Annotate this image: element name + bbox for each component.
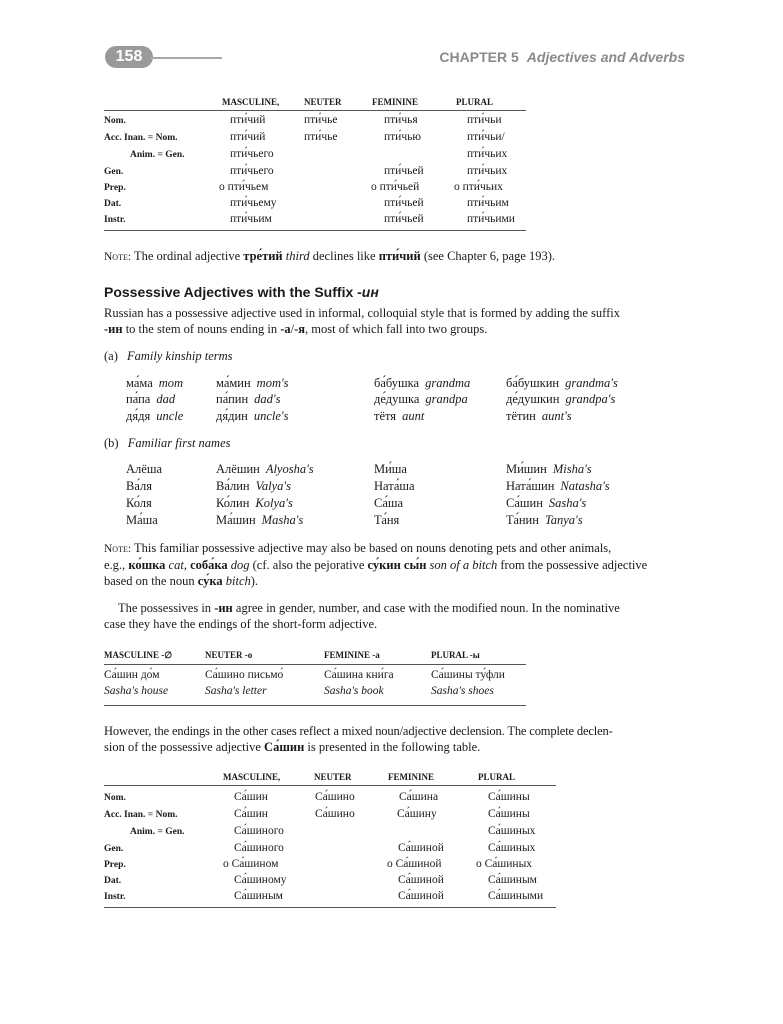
row-label: Anim. = Gen. [130, 827, 185, 837]
note-label: Note: [104, 251, 132, 263]
table-cell: Са́шиным [234, 890, 283, 902]
table-header: PLURAL -ы [431, 650, 480, 660]
table-cell: пти́чий [230, 131, 266, 143]
table-rule [104, 230, 526, 231]
list-item: де́душкин grandpa's [506, 392, 616, 406]
note-word: пти́чий [378, 249, 421, 263]
table-cell: Sasha's letter [205, 685, 267, 697]
paragraph-line: case they have the endings of the short-form adjective. [104, 617, 378, 631]
table-header: PLURAL [456, 97, 494, 107]
table-cell: пти́чьи/ [467, 131, 505, 143]
row-label: Dat. [104, 876, 122, 886]
table-cell: Са́шин [234, 808, 268, 820]
row-label: Acc. Inan. = Nom. [104, 133, 178, 143]
intro-text: , most of which fall into two groups. [305, 322, 488, 336]
list-item: Ва́ля [126, 479, 152, 493]
table-cell: пти́чьего [230, 165, 274, 177]
list-item: ба́бушка grandma [374, 376, 471, 390]
section-title-suffix: -ин [357, 284, 379, 300]
table-cell: пти́чьи [467, 114, 502, 126]
table-cell: о пти́чьей [371, 181, 420, 193]
short-form-table [104, 650, 526, 706]
section-title-text: Possessive Adjectives with the Suffix [104, 284, 354, 300]
group-a-heading [104, 348, 233, 364]
table-header: FEMININE [388, 772, 435, 782]
intro-paragraph [104, 305, 689, 337]
group-title: Familiar first names [127, 436, 231, 450]
note-line: e.g., ко́шка cat, соба́ка dog (cf. also the pejorative су́кин сы́н son of a bitch from the possessive adjective [104, 558, 648, 572]
row-label: Anim. = Gen. [130, 150, 185, 160]
table-cell: Са́шиного [234, 825, 284, 837]
chapter-label: CHAPTER 5 [439, 49, 519, 65]
list-item: Ми́ша [374, 462, 407, 476]
list-item: Алёша [126, 462, 162, 476]
table-cell: Са́шино [315, 791, 355, 803]
list-item: Ми́шин Misha's [506, 462, 592, 476]
page-number-badge: 158 [105, 46, 153, 68]
table-cell: Са́шин [234, 791, 268, 803]
list-item: Ко́ля [126, 496, 152, 510]
list-item: тётя aunt [374, 409, 425, 423]
chapter-title: Adjectives and Adverbs [526, 49, 685, 65]
suffix-term: -ин [104, 322, 123, 336]
table-cell: Sasha's shoes [431, 685, 494, 697]
intro-text: to the stem of nouns ending in [125, 322, 278, 336]
table-rule [104, 664, 526, 665]
table-header: FEMININE [372, 97, 419, 107]
table-header: NEUTER [314, 772, 352, 782]
list-item: Та́ня [374, 513, 400, 527]
list-item: ба́бушкин grandma's [506, 376, 618, 390]
row-label: Nom. [104, 793, 126, 803]
note-line: based on the noun су́ка bitch). [104, 574, 259, 588]
table-header: NEUTER [304, 97, 342, 107]
table-rule [104, 907, 556, 908]
table-cell: о Са́шиной [387, 858, 442, 870]
table-cell: Са́шин до́м [104, 669, 160, 681]
row-label: Instr. [104, 215, 126, 225]
list-item: Алёшин Alyosha's [216, 462, 314, 476]
table-cell: пти́чьего [230, 148, 274, 160]
note-pets [104, 540, 694, 589]
table-cell: Са́шиной [398, 842, 444, 854]
row-label: Dat. [104, 199, 122, 209]
row-label: Instr. [104, 892, 126, 902]
row-label: Gen. [104, 167, 124, 177]
table-header: PLURAL [478, 772, 516, 782]
table-cell: Са́шины [488, 808, 530, 820]
list-item: ма́ма mom [126, 376, 184, 390]
table-cell: пти́чью [384, 131, 421, 143]
chapter-heading [439, 49, 685, 65]
note-word: тре́тий [243, 249, 283, 263]
table-rule [104, 785, 556, 786]
table-cell: Са́шину [397, 808, 437, 820]
table-cell: Са́шина кни́га [324, 669, 394, 681]
table-cell: пти́чьему [230, 197, 277, 209]
table-cell: Са́шино письмо́ [205, 669, 284, 681]
table-cell: Са́шины [488, 791, 530, 803]
separator: / [290, 322, 295, 336]
row-label: Nom. [104, 116, 126, 126]
list-item: Та́нин Tanya's [506, 513, 583, 527]
table-cell: Са́шиного [234, 842, 284, 854]
ending-term: -а [280, 322, 291, 336]
list-item: ма́мин mom's [216, 376, 289, 390]
table-cell: Са́шиной [398, 890, 444, 902]
list-item: па́па dad [126, 392, 176, 406]
table-header: NEUTER -о [205, 650, 253, 660]
row-label: Prep. [104, 860, 126, 870]
table-cell: Sasha's book [324, 685, 384, 697]
table-header: MASCULINE, [223, 772, 281, 782]
row-label: Acc. Inan. = Nom. [104, 810, 178, 820]
table-cell: пти́чья [384, 114, 418, 126]
table-cell: Са́шиным [488, 874, 537, 886]
table-header: FEMININE -а [324, 650, 380, 660]
table-cell: Са́шиных [488, 825, 536, 837]
group-b-heading [104, 435, 231, 451]
row-label: Gen. [104, 844, 124, 854]
note-label: Note: [104, 543, 132, 555]
note-text: (see Chapter 6, page 193). [423, 249, 556, 263]
table-cell: Са́шиными [488, 890, 544, 902]
table-rule [104, 110, 526, 111]
table-cell: Са́шиной [398, 874, 444, 886]
list-item: Ната́шин Natasha's [506, 479, 610, 493]
list-item: па́пин dad's [216, 392, 281, 406]
table-cell: о пти́чьем [219, 181, 269, 193]
table-cell: пти́чье [304, 114, 338, 126]
paragraph-agreement [104, 600, 694, 632]
table-header: MASCULINE, [222, 97, 280, 107]
table-cell: пти́чьим [230, 213, 272, 225]
table-cell: пти́чьей [384, 213, 424, 225]
table-cell: Sasha's house [104, 685, 169, 697]
table-cell: о Са́шином [223, 858, 279, 870]
table-cell: о Са́шиных [476, 858, 533, 870]
intro-line [104, 321, 689, 337]
table-cell: Са́шино [315, 808, 355, 820]
table-cell: пти́чьим [467, 197, 509, 209]
list-item: тётин aunt's [506, 409, 572, 423]
note-text: The ordinal adjective [133, 249, 241, 263]
table-cell: пти́чьими [467, 213, 515, 225]
table-cell: Са́шина [399, 791, 439, 803]
ending-term: -я [294, 322, 306, 336]
group-title: Family kinship terms [127, 349, 233, 363]
list-item: де́душка grandpa [374, 392, 468, 406]
list-item: Ната́ша [374, 479, 415, 493]
list-item: Са́ша [374, 496, 404, 510]
list-item: Ва́лин Valya's [216, 479, 291, 493]
table-cell: Са́шиных [488, 842, 536, 854]
header-rule [150, 57, 222, 59]
section-title [104, 284, 379, 300]
intro-line: Russian has a possessive adjective used in informal, colloquial style that is formed by adding the suffix [104, 306, 620, 320]
table-cell: пти́чьей [384, 197, 424, 209]
table-cell: Са́шины ту́фли [431, 669, 505, 681]
list-item: Са́шин Sasha's [506, 496, 587, 510]
list-item: Ма́ша [126, 513, 158, 527]
paragraph-line: sion of the possessive adjective Са́шин is presented in the following table. [104, 740, 481, 754]
row-label: Prep. [104, 183, 126, 193]
table-cell: пти́чий [230, 114, 266, 126]
table-cell: о пти́чьих [454, 181, 503, 193]
note-line [104, 540, 694, 557]
table-cell: пти́чье [304, 131, 338, 143]
note-text: declines like [312, 249, 376, 263]
note-gloss: third [285, 249, 310, 263]
table-cell: Са́шиному [234, 874, 287, 886]
table-cell: пти́чьих [467, 165, 508, 177]
list-item: дя́дин uncle's [216, 409, 289, 423]
list-item: дя́дя uncle [126, 409, 184, 423]
table-header: MASCULINE -∅ [104, 650, 173, 660]
declension-table-sashin [104, 772, 556, 906]
declension-table-ptichiy [104, 97, 526, 231]
paragraph-line: However, the endings in the other cases reflect a mixed noun/adjective declension. The complete declen- [104, 724, 613, 738]
table-cell: пти́чьей [384, 165, 424, 177]
table-cell: пти́чьих [467, 148, 508, 160]
note-text: This familiar possessive adjective may also be based on nouns denoting pets and other animals, [133, 541, 612, 555]
list-item: Ко́лин Kolya's [216, 496, 293, 510]
paragraph-line: The possessives in -ин agree in gender, number, and case with the modified noun. In the nominative [118, 601, 620, 615]
note-ordinal [104, 248, 704, 265]
paragraph-mixed-declension [104, 723, 694, 755]
group-marker: (b) [104, 436, 119, 450]
group-marker: (a) [104, 349, 118, 363]
list-item: Ма́шин Masha's [216, 513, 304, 527]
table-rule [104, 705, 526, 706]
